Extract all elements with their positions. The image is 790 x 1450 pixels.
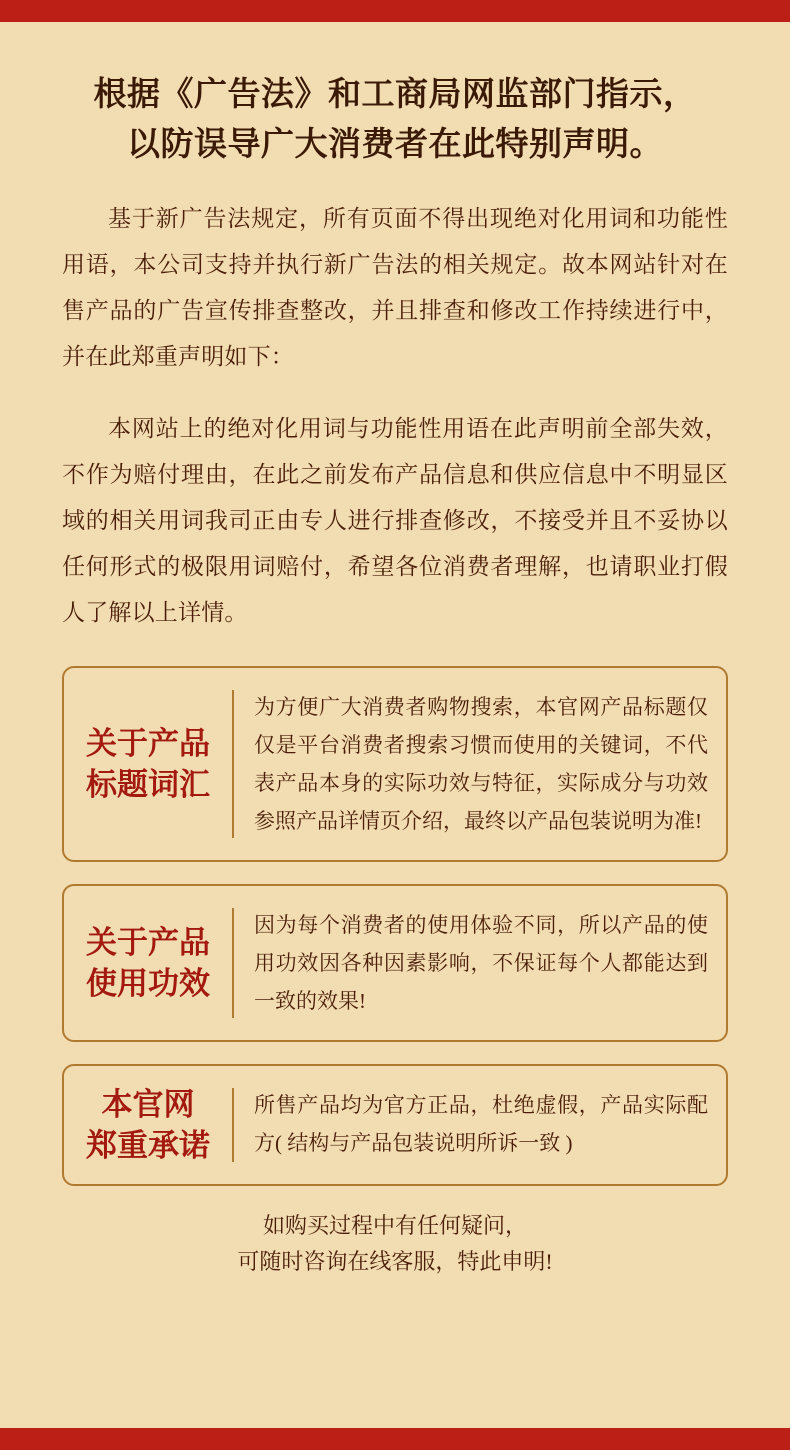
top-band: [0, 0, 790, 22]
panel-inner: [0, 22, 790, 1280]
card-title-block: [64, 886, 232, 1040]
card-title-line2: 标题词汇: [86, 767, 210, 802]
footer-line2: 可随时咨询在线客服，特此申明!: [237, 1249, 553, 1274]
footer-line1: 如购买过程中有任何疑问，: [262, 1213, 527, 1238]
card-title-block: [64, 1066, 232, 1184]
statement-cards: [62, 666, 728, 1186]
page-title: [62, 70, 728, 170]
statement-card-product-title: [62, 666, 728, 862]
page-title-line1: 根据《广告法》和工商局网监部门指示，: [93, 77, 697, 113]
bottom-band: [0, 1428, 790, 1450]
card-body: 为方便广大消费者购物搜索，本官网产品标题仅仅是平台消费者搜索习惯而使用的关键词，不代表产品本身的实际功效与特征，实际成分与功效参照产品详情页介绍，最终以产品包装说明为准!: [254, 695, 708, 833]
card-title-line1: 关于产品: [86, 925, 210, 960]
card-body: 所售产品均为官方正品，杜绝虚假，产品实际配方( 结构与产品包装说明所诉一致 ): [254, 1093, 708, 1155]
announcement-panel: [0, 22, 790, 1428]
paragraph-2: 本网站上的绝对化用词与功能性用语在此声明前全部失效，不作为赔付理由，在此之前发布产品信息和供应信息中不明显区域的相关用词我司正由专人进行排查修改，不接受并且不妥协以任何形式的极限用词赔付，希望各位消费者理解，也请职业打假人了解以上详情。: [62, 416, 728, 625]
card-title-line2: 使用功效: [86, 966, 210, 1001]
statement-card-official-promise: [62, 1064, 728, 1186]
page-title-line2: 以防误导广大消费者在此特别声明。: [127, 127, 663, 163]
card-body: 因为每个消费者的使用体验不同，所以产品的使用功效因各种因素影响，不保证每个人都能达到一致的效果!: [254, 913, 708, 1013]
card-title-line1: 关于产品: [86, 726, 210, 761]
card-title-line2: 郑重承诺: [86, 1128, 210, 1163]
footer-note: [62, 1208, 728, 1280]
statement-card-product-efficacy: [62, 884, 728, 1042]
card-title-line1: 本官网: [101, 1087, 195, 1122]
paragraph-1: 基于新广告法规定，所有页面不得出现绝对化用词和功能性用语，本公司支持并执行新广告法的相关规定。故本网站针对在售产品的广告宣传排查整改，并且排查和修改工作持续进行中，并在此郑重声明如下：: [62, 206, 728, 369]
card-title-block: [64, 668, 232, 860]
